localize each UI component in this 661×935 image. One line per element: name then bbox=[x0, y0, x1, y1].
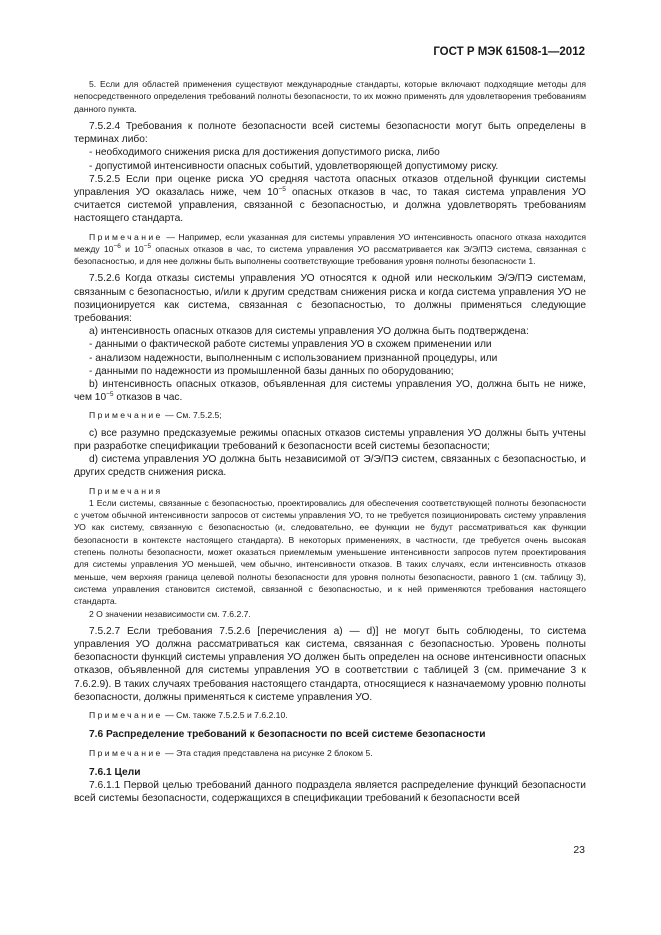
section-heading-7-6: 7.6 Распределение требований к безопасности по всей системе безопасности bbox=[89, 729, 486, 741]
list-item: d) система управления УО должна быть независимой от Э/Э/ПЭ систем, связанных с безопасностью, и других средств снижения риска. bbox=[74, 454, 586, 479]
subsection-heading-7-6-1: 7.6.1 Цели bbox=[89, 766, 141, 778]
standard-header: ГОСТ Р МЭК 61508-1—2012 bbox=[433, 46, 585, 58]
clause-7-5-2-5: 7.5.2.5 Если при оценке риска УО средняя частота опасных отказов отдельной функции системы управления УО оказалась ниже, чем $10^{-5}$ опасных отказов в час, то такая система управления УО считается системой управления, связанной с безопасностью, и должна удовлетворять требованиям настоящего стандарта. bbox=[74, 173, 586, 225]
list-item: а) интенсивность опасных отказов для системы управления УО должна быть подтверждена: bbox=[89, 326, 529, 338]
clause-7-5-2-4: 7.5.2.4 Требования к полноте безопасности всей системы безопасности могут быть определены в терминах либо: bbox=[74, 120, 586, 146]
note: Примечание — См. также 7.5.2.5 и 7.6.2.10. bbox=[89, 710, 288, 721]
note-item-5: 5. Если для областей применения существуют международные стандарты, которые включают подходящие методы для непосредственного определения требований полноты безопасности, то их можно применять для удовлетворения требованиям данного пункта. bbox=[74, 79, 586, 114]
note-label: Примечание bbox=[89, 710, 163, 721]
note-item-2: 2 О значении независимости см. 7.6.2.7. bbox=[89, 608, 251, 619]
page-number: 23 bbox=[573, 844, 585, 856]
list-item: - данными по надежности из промышленной базы данных по оборудованию; bbox=[89, 365, 454, 377]
note-label: Примечание bbox=[89, 231, 163, 242]
list-item: - данными о фактической работе системы управления УО в схожем применении или bbox=[89, 339, 492, 351]
list-item: b) интенсивность опасных отказов, объявленная для системы управления УО, должна быть не ниже, чем $10^{-5}$ отказов в час. bbox=[74, 379, 586, 404]
page-content bbox=[74, 78, 586, 805]
note: Примечание — См. 7.5.2.5; bbox=[89, 410, 222, 421]
list-item: с) все разумно предсказуемые режимы опасных отказов системы управления УО должны быть учтены при разработке спецификации требований к безопасности всей системы безопасности; bbox=[74, 427, 586, 452]
note-label: Примечание bbox=[89, 410, 163, 421]
list-item: - необходимого снижения риска для достижения допустимого риска, либо bbox=[89, 147, 440, 159]
list-item: - допустимой интенсивности опасных событий, удовлетворяющей допустимому риску. bbox=[89, 160, 499, 172]
clause-7-5-2-7: 7.5.2.7 Если требования 7.5.2.6 [перечисления а) — d)] не могут быть соблюдены, то система управления УО должна рассматриваться как система, связанная с безопасностью. Уровень полноты безопасности функций системы управления УО должен быть определен на основе интенсивности опасных отказов, объявленной для системы управления УО в соответствии с таблицей 3 (см. примечание 3 к 7.6.2.9). В таких случаях требования настоящего стандарта, относящиеся к назначаемому уровню полноты безопасности, должны применяться к системе управления УО. bbox=[74, 625, 586, 703]
note-label: Примечание bbox=[89, 747, 163, 758]
note: Примечание — Например, если указанная для системы управления УО интенсивность опасного отказа находится между $10^{-6}$ и $10^{-5}$ опасных отказов в час, то система управления УО рассматривается как Э/Э/ПЭ система, связанная с безопасностью, и для нее должны быть выполнены соответствующие требования уровня полноты безопасности 1. bbox=[74, 231, 586, 267]
clause-7-5-2-6: 7.5.2.6 Когда отказы системы управления УО относятся к одной или нескольким Э/Э/ПЭ системам, связанным с безопасностью, и/или к другим средствам снижения риска и когда система управления УО не позиционируется как система, связанная с безопасностью, то должны применяться следующие требования: bbox=[74, 273, 586, 325]
list-item: - анализом надежности, выполненным с использованием признанной процедуры, или bbox=[89, 352, 498, 364]
note-item-1: 1 Если системы, связанные с безопасностью, проектировались для обеспечения соответствующей полноты безопасности с учетом обычной интенсивности запросов от системы управления УО, то не требуется позиционировать систему управления УО как систему, связанную с безопасностью (и, следовательно, ее функции не будут рассматриваться как функции безопасности в контексте настоящего стандарта). В некоторых применениях, в частности, где требуется очень высокая степень полноты безопасности, может оказаться приемлемым уменьшение интенсивности запросов путем проектирования для системы управления УО меньшей, чем обычно, интенсивности отказов. В таких случаях, если интенсивность отказов меньше, чем верхняя граница целевой полноты безопасности для уровня полноты безопасности, равного 1 (см. таблицу 3), система управления становится системой, связанной с безопасностью, и к ней применяются требования настоящего стандарта. bbox=[74, 497, 586, 607]
note: Примечание — Эта стадия представлена на рисунке 2 блоком 5. bbox=[89, 747, 373, 758]
clause-7-6-1-1: 7.6.1.1 Первой целью требований данного подраздела является распределение функций безопасности всей системы безопасности, содержащихся в спецификации требований к безопасности всей bbox=[74, 780, 586, 805]
notes-heading: Примечания bbox=[89, 485, 163, 496]
